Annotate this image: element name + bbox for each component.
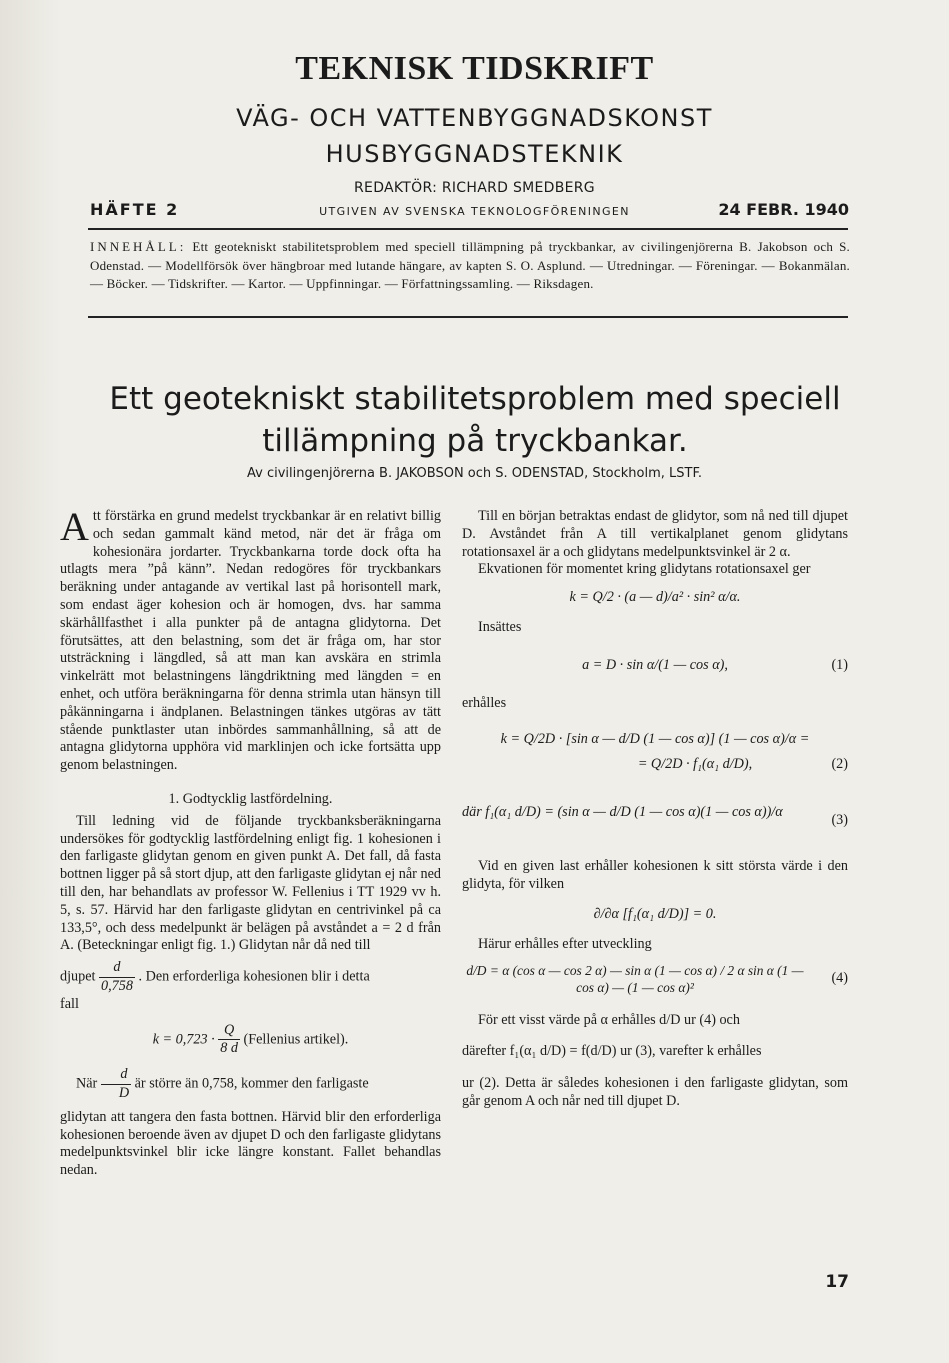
insattes-text: Insättes (478, 618, 522, 635)
equation-fraction (218, 1022, 240, 1059)
table-of-contents (90, 238, 850, 294)
nar-fraction (101, 1066, 131, 1103)
section-heading: 1. Godtycklig lastfördelning. (168, 790, 333, 807)
masthead-subtitle-2: HUSBYGGNADSTEKNIK (325, 140, 624, 168)
left-paragraph-1: tt förstärka en grund medelst tryckbankar är en relativt billig och sedan gammalt känd metod, när det är fråga om kohesionära jordarter. Tryckbankarna torde dock ofta ha utlagts mera ”på känn”. Nedan redogöres för tryckbankars beräkning under antagande av vertikal last på horisontell mark, som endast äger kohesion och är homogen, dvs. har samma skärhållfasthet i alla punkter på de antagna glidytorna. Det förutsättes, att den belastning, som det är fråga om, har stor utsträckning i längdled, så att man kan avskära en strimla vinkelrätt mot belastningens längdriktning med längden = en enhet, och utföra beräkningarna för denna strimla utan hänsyn till påkänningarna i ändplanen. Belastningen tänkes utgöras av tätt stående punktlaster utan inbördes sammanhållning, så att de antagna glidytorna upphöra vid marklinjen och icke fortsätta upp genom belastningen. (60, 508, 441, 774)
right-paragraph-2: Ekvationen för momentet kring glidytans rotationsaxel ger (478, 561, 811, 578)
divider-top (88, 228, 848, 230)
djupet-text: djupet (60, 968, 96, 985)
left-paragraph-3: glidytan att tangera den fasta bottnen. Härvid blir den erforderliga kohesionen beroende även av djupet D och den farligaste glidytans medelpunktsvinkel blir icke längre konstant. Fallet behandlas nedan. (60, 1108, 441, 1179)
right-paragraph-1: Till en början betraktas endast de glidytor, som nå ned till djupet D. Avståndet från A till vertikalplanet genom glidytans rotationsaxel är a och glidytans medelpunktsvinkel är 2 α. (462, 508, 848, 560)
equation-3-row (462, 794, 848, 850)
article-title-line-2: tillämpning på tryckbankar. (262, 423, 688, 459)
nar-post-text: är större än 0,758, kommer den farligaste (134, 1075, 369, 1092)
right-paragraph-4: Härur erhålles efter utveckling (478, 935, 652, 952)
right-paragraph-3: Vid en given last erhåller kohesionen k sitt största värde i den glidyta, för vilken (462, 858, 848, 893)
article-byline: Av civilingenjörerna B. JAKOBSON och S. ODENSTAD, Stockholm, LSTF. (247, 466, 702, 481)
divider-bottom (88, 316, 848, 318)
djupet-post-text: . Den erforderliga kohesionen blir i detta (138, 968, 370, 985)
equation-note: (Fellenius artikel). (243, 1031, 349, 1048)
drop-cap: A (60, 504, 89, 549)
right-paragraph-6: därefter f₁(α₁ d/D) = f(d/D) ur (3), varefter k erhålles (462, 1043, 762, 1060)
equation-2b: = Q/2D · f₁(α₁ d/D), (637, 756, 753, 773)
equation-3-number: (3) (831, 812, 848, 829)
equation-1: a = D · sin α/(1 — cos α), (582, 656, 728, 673)
erhalles-text: erhålles (462, 694, 507, 711)
equation-1-row (462, 649, 848, 689)
left-column (60, 504, 441, 1180)
equation-4: d/D = α (cos α — cos 2 α) — sin α (1 — cos α) / 2 α sin α (1 — cos α) — (1 — cos α)² (466, 962, 804, 996)
contents-text: Ett geotekniskt stabilitetsproblem med speciell tillämpning på tryckbankar, av civilingenjörerna B. Jakobson och S. Odenstad. — Modellförsök över hängbroar med lutande hängare, av kapten S. O. Asplund. — Utredningar. — Föreningar. — Bokanmälan. — Böcker. — Tidskrifter. — Kartor. — Uppfinningar. — Författningssamling. — Riksdagen. (90, 239, 850, 291)
article-title (60, 378, 890, 462)
contents-label: INNEHÅLL: (90, 239, 187, 254)
fraction-numerator: d (99, 959, 135, 978)
equation-2-number: (2) (831, 756, 848, 773)
equation-4-row (462, 962, 848, 1006)
equation-lhs: k = 0,723 · (152, 1031, 215, 1048)
page-number: 17 (825, 1272, 849, 1292)
fraction-numerator: Q (218, 1022, 240, 1041)
equation-1-number: (1) (831, 656, 848, 673)
masthead-subtitle-1: VÄG- OCH VATTENBYGGNADSKONST (236, 104, 713, 132)
equation-2a: k = Q/2D · [sin α — d/D (1 — cos α)] (1 — cos α)/α = (500, 730, 810, 747)
right-paragraph-7: ur (2). Detta är således kohesionen i den farligaste glidytan, som går genom A och når ned till djupet D. (462, 1075, 848, 1109)
fraction-numerator: d (101, 1066, 131, 1085)
fraction-denominator: 8 d (220, 1040, 238, 1057)
masthead-editor: REDAKTÖR: RICHARD SMEDBERG (354, 180, 595, 196)
issue-number: HÄFTE 2 (90, 200, 180, 219)
nar-line (60, 1066, 441, 1103)
djupet-fraction (99, 959, 135, 996)
fall-text: fall (60, 995, 79, 1012)
fraction-denominator: 0,758 (101, 977, 133, 994)
nar-text: När (76, 1075, 98, 1092)
article-title-line-1: Ett geotekniskt stabilitetsproblem med speciell (109, 381, 841, 417)
publisher-line: UTGIVEN AV SVENSKA TEKNOLOGFÖRENINGEN (319, 205, 630, 218)
equation-4-number: (4) (831, 969, 848, 986)
equation-fellenius (60, 1022, 441, 1059)
masthead-title: TEKNISK TIDSKRIFT (295, 50, 654, 87)
equation-3: där f₁(α₁ d/D) = (sin α — d/D (1 — cos α)(1 — cos α))/α (462, 804, 783, 821)
right-paragraph-5: För ett visst värde på α erhålles d/D ur (4) och (478, 1011, 740, 1028)
equation-0: k = Q/2 · (a — d)/a² · sin² α/α. (569, 589, 741, 606)
djupet-line (60, 959, 441, 996)
left-paragraph-2: Till ledning vid de följande tryckbanksberäkningarna undersökes för godtycklig lastfördelning enligt fig. 1 kohesionen i den farligaste glidytan genom en given punkt A. Det fall, då fasta bottnen ligger på så stort djup, att den farligaste glidytan ej når ned till den, har behandlats av professor W. Fellenius i TT 1929 vv h. 5, s. 57. Härvid har den farligaste glidytan en centrivinkel på ca 133,5°, och dess medelpunkt är belägen på avståndet a = 2 d från A. (Beteckningar enligt fig. 1.) Glidytan når då ned till (60, 812, 441, 954)
issue-date: 24 FEBR. 1940 (718, 200, 849, 219)
fraction-denominator: D (118, 1084, 130, 1101)
equation-derivative: ∂/∂α [f₁(α₁ d/D)] = 0. (593, 905, 717, 922)
equation-2-row (462, 756, 848, 786)
right-column (462, 508, 848, 1111)
